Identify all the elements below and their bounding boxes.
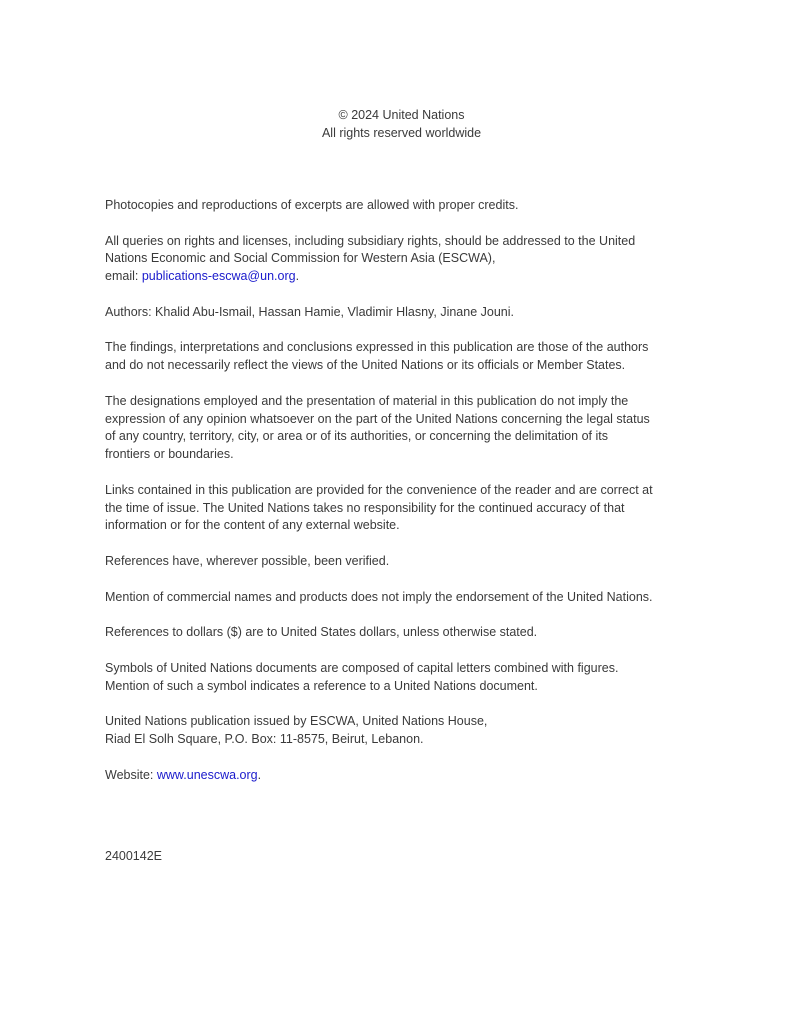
legal-notices [105, 197, 705, 802]
email-link[interactable]: publications-escwa@un.org [141, 269, 296, 284]
document-code: 2400142E [105, 849, 163, 863]
publication-line-2: Riad El Solh Square, P.O. Box: 11-8575, Beirut, Lebanon. [105, 731, 424, 746]
commercial-paragraph [105, 589, 705, 607]
links-paragraph [105, 482, 705, 535]
dollars-text: References to dollars ($) are to United States dollars, unless otherwise stated. [105, 625, 538, 640]
dollars-paragraph [105, 624, 705, 642]
queries-line-1: All queries on rights and licenses, including subsidiary rights, should be addressed to the United [105, 233, 636, 248]
photocopies-paragraph [105, 197, 705, 215]
commercial-text: Mention of commercial names and products does not imply the endorsement of the United Nations. [105, 589, 653, 604]
designations-line-1: The designations employed and the presentation of material in this publication do not imply the [105, 393, 629, 408]
references-paragraph [105, 553, 705, 571]
rights-reserved-notice: All rights reserved worldwide [321, 126, 482, 140]
publication-paragraph [105, 713, 705, 749]
designations-line-4: frontiers or boundaries. [105, 447, 234, 462]
authors-paragraph [105, 304, 705, 322]
findings-line-2: and do not necessarily reflect the views of the United Nations or its officials or Member States. [105, 358, 626, 373]
designations-line-3: of any country, territory, city, or area or of its authorities, or concerning the delimitation of its [105, 429, 608, 444]
copyright-notice: © 2024 United Nations [338, 108, 465, 122]
photocopies-text: Photocopies and reproductions of excerpts are allowed with proper credits. [105, 198, 519, 212]
email-label: email: [105, 269, 142, 284]
copyright-block [0, 106, 803, 142]
website-paragraph [105, 767, 705, 785]
designations-paragraph [105, 393, 705, 464]
queries-paragraph [105, 233, 705, 286]
publication-line-1: United Nations publication issued by ESCWA, United Nations House, [105, 714, 488, 729]
findings-paragraph [105, 339, 705, 375]
links-line-3: information or for the content of any external website. [105, 518, 400, 533]
symbols-line-1: Symbols of United Nations documents are composed of capital letters combined with figures. [105, 660, 619, 675]
authors-text: Authors: Khalid Abu-Ismail, Hassan Hamie, Vladimir Hlasny, Jinane Jouni. [105, 304, 514, 319]
links-line-1: Links contained in this publication are provided for the convenience of the reader and are correct at [105, 482, 653, 497]
queries-line-2: Nations Economic and Social Commission for Western Asia (ESCWA), [105, 251, 496, 266]
symbols-line-2: Mention of such a symbol indicates a reference to a United Nations document. [105, 678, 538, 693]
designations-line-2: expression of any opinion whatsoever on the part of the United Nations concerning the legal status [105, 411, 650, 426]
references-text: References have, wherever possible, been verified. [105, 553, 390, 568]
symbols-paragraph [105, 660, 705, 696]
findings-line-1: The findings, interpretations and conclusions expressed in this publication are those of the authors [105, 340, 649, 355]
links-line-2: the time of issue. The United Nations takes no responsibility for the continued accuracy of that [105, 500, 625, 515]
email-period: . [295, 269, 300, 284]
website-label: Website: [105, 767, 157, 782]
website-period: . [257, 767, 262, 782]
website-link[interactable]: www.unescwa.org [156, 767, 258, 782]
